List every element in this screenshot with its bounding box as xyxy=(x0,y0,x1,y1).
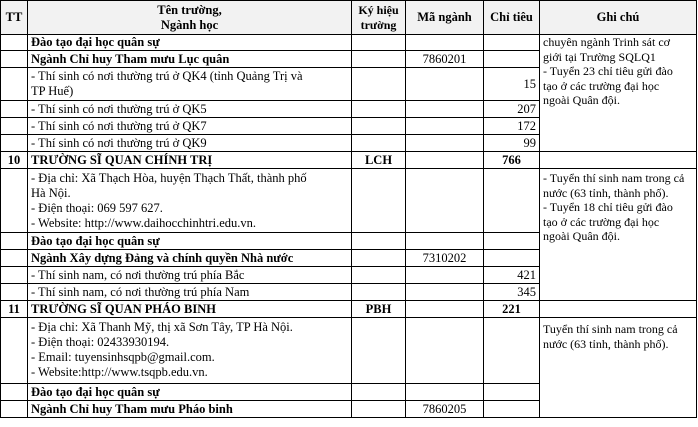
school-symbol: LCH xyxy=(352,152,406,169)
training-label: Đào tạo đại học quân sự xyxy=(28,384,352,401)
note-cell-school11: Tuyển thí sinh nam trong cả nước (63 tỉnh, thành phố). xyxy=(540,318,697,418)
school-number: 10 xyxy=(1,152,28,169)
candidate-group-south: - Thí sinh nam, có nơi thường trú phía Nam xyxy=(28,284,352,301)
major-code: 7860205 xyxy=(406,401,484,418)
quota-value: 172 xyxy=(484,118,540,135)
quota-value: 99 xyxy=(484,135,540,152)
candidate-group-qk9: - Thí sinh có nơi thường trú ở QK9 xyxy=(28,135,352,152)
header-symbol-line1: Ký hiệu xyxy=(358,2,399,17)
candidate-group-qk7: - Thí sinh có nơi thường trú ở QK7 xyxy=(28,118,352,135)
quota-value: 207 xyxy=(484,101,540,118)
school-quota: 221 xyxy=(484,301,540,318)
header-school-line1: Tên trường, xyxy=(157,2,222,17)
major-code: 7310202 xyxy=(406,250,484,267)
header-school-line2: Ngành học xyxy=(160,17,219,32)
school-name: TRƯỜNG SĨ QUAN CHÍNH TRỊ xyxy=(28,152,352,169)
major-name: Ngành Xây dựng Đảng và chính quyền Nhà nước xyxy=(28,250,352,267)
header-symbol-line2: trường xyxy=(360,17,397,32)
training-label: Đào tạo đại học quân sự xyxy=(28,35,352,51)
header-quota: Chỉ tiêu xyxy=(484,1,540,35)
header-tt: TT xyxy=(1,1,28,35)
school-symbol: PBH xyxy=(352,301,406,318)
note-cell-prev: chuyên ngành Trinh sát cơ giới tại Trường SQLQ1 - Tuyển 23 chỉ tiêu gửi đào tạo ở các trường đại học ngoài Quân đội. xyxy=(540,35,697,152)
candidate-group-north: - Thí sinh nam, có nơi thường trú phía Bắc xyxy=(28,267,352,284)
quota-value: 15 xyxy=(484,68,540,101)
note-cell-school10: - Tuyển thí sinh nam trong cả nước (63 tỉnh, thành phố). - Tuyển 18 chỉ tiêu gửi đào tạo ở các trường đại học ngoài Quân đội. xyxy=(540,169,697,301)
training-label: Đào tạo đại học quân sự xyxy=(28,233,352,250)
school-contact: - Địa chỉ: Xã Thanh Mỹ, thị xã Sơn Tây, TP Hà Nội. - Điện thoại: 02433930194. - Email: tuyensinhsqpb@gmail.com. - Website:http://www.tsqpb.edu.vn. xyxy=(28,318,352,384)
school-name: TRƯỜNG SĨ QUAN PHÁO BINH xyxy=(28,301,352,318)
table-row xyxy=(1,318,697,384)
major-name: Ngành Chỉ huy Tham mưu Pháo binh xyxy=(28,401,352,418)
header-row xyxy=(1,1,697,35)
quota-value: 345 xyxy=(484,284,540,301)
candidate-group-qk4: - Thí sinh có nơi thường trú ở QK4 (tỉnh Quảng Trị và TP Huế) xyxy=(28,68,352,101)
header-code: Mã ngành xyxy=(406,1,484,35)
school-number: 11 xyxy=(1,301,28,318)
header-symbol xyxy=(352,1,406,35)
header-note: Ghi chú xyxy=(540,1,697,35)
major-code: 7860201 xyxy=(406,51,484,68)
candidate-group-qk5: - Thí sinh có nơi thường trú ở QK5 xyxy=(28,101,352,118)
table-row xyxy=(1,35,697,51)
school-quota: 766 xyxy=(484,152,540,169)
header-school xyxy=(28,1,352,35)
school-contact: - Địa chỉ: Xã Thạch Hòa, huyện Thạch Thất, thành phố Hà Nội. - Điện thoại: 069 597 627. - Website: http://www.daihocchinhtri.edu.vn. xyxy=(28,169,352,233)
table-row xyxy=(1,169,697,233)
quota-value: 421 xyxy=(484,267,540,284)
tt-cell xyxy=(1,35,28,51)
major-name: Ngành Chỉ huy Tham mưu Lục quân xyxy=(28,51,352,68)
school-row xyxy=(1,152,697,169)
school-row xyxy=(1,301,697,318)
